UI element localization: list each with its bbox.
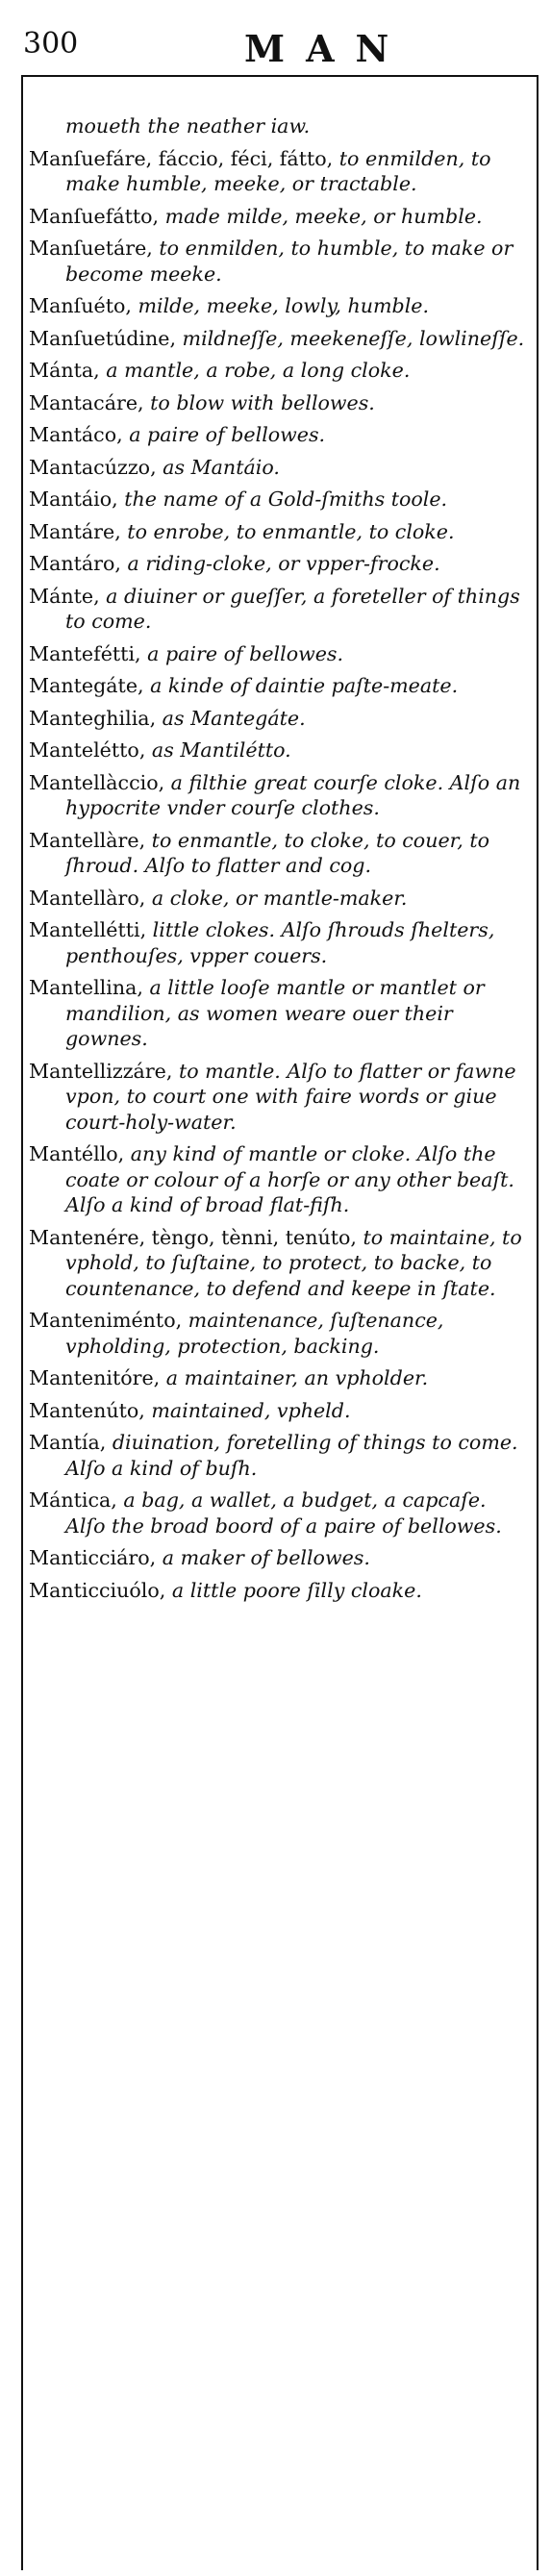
entry-gloss: maintenance, ſuſtenance, vpholding, protection, backing. xyxy=(65,1309,444,1358)
entry-headword: Mantellizzáre, xyxy=(29,1059,173,1083)
entry-gloss: to enrobe, to enmantle, to cloke. xyxy=(120,519,455,543)
dictionary-entry xyxy=(29,1488,525,1538)
entry-gloss: a riding-cloke, or vpper-frocke. xyxy=(120,552,440,575)
entry-gloss: as Mantáio. xyxy=(156,455,280,479)
dictionary-entry xyxy=(29,1059,525,1136)
entry-gloss: a filthie great courſe cloke. Alſo an hypocrite vnder courſe clothes. xyxy=(65,770,521,819)
entry-gloss: diuination, foretelling of things to come. Alſo a kind of buſh. xyxy=(65,1431,518,1480)
dictionary-entry xyxy=(29,1225,525,1302)
entry-gloss: a maker of bellowes. xyxy=(156,1546,370,1569)
entry-gloss: maintained, vpheld. xyxy=(144,1398,351,1422)
dictionary-entry xyxy=(29,917,525,968)
dictionary-entry xyxy=(29,641,525,667)
entry-gloss: a maintainer, an vpholder. xyxy=(160,1366,429,1389)
entry-gloss: little clokes. Alſo ſhrouds ſhelters, penthouſes, vpper couers. xyxy=(65,918,495,967)
left-column-rule xyxy=(21,75,23,2570)
entry-headword: Manſuéto, xyxy=(29,294,132,317)
entry-gloss: a cloke, or mantle-maker. xyxy=(145,886,408,910)
dictionary-entry xyxy=(29,455,525,481)
entry-headword: Manſuefáre, fáccio, féci, fátto, xyxy=(29,146,334,170)
entry-gloss: a paire of bellowes. xyxy=(140,641,344,665)
entry-headword: Mantellàro, xyxy=(29,886,146,910)
dictionary-entry xyxy=(29,738,525,763)
entry-headword: Mantacáre, xyxy=(29,390,144,414)
dictionary-entry xyxy=(29,519,525,545)
entry-headword: Mantenére, tèngo, tènni, tenúto, xyxy=(29,1225,357,1249)
entry-gloss: any kind of mantle or cloke. Alſo the coate or colour of a horſe or any other beaſt. Alſo a kind of broad flat-fiſh. xyxy=(65,1142,514,1216)
entry-gloss: to mantle. Alſo to flatter or fawne vpon, to court one with faire words or giue court-holy-water. xyxy=(65,1059,516,1134)
dictionary-entry xyxy=(29,422,525,448)
entry-headword: Mántica, xyxy=(29,1488,117,1512)
entry-gloss: a diuiner or gueſſer, a foreteller of things to come. xyxy=(65,584,520,633)
dictionary-entry xyxy=(29,975,525,1052)
entry-headword: Mantacúzzo, xyxy=(29,455,157,479)
entry-gloss: mildneſſe, meekeneſſe, lowlineſſe. xyxy=(176,326,525,350)
entry-headword: Mantáro, xyxy=(29,552,121,575)
entry-headword: Manſuefátto, xyxy=(29,204,160,228)
dictionary-entry xyxy=(29,886,525,912)
entry-headword: Mantelétto, xyxy=(29,738,146,762)
entry-headword: Mantellàccio, xyxy=(29,770,165,794)
entry-gloss: a little looſe mantle or mantlet or mandilion, as women weare ouer their gownes. xyxy=(65,976,485,1050)
entry-headword: Mánta, xyxy=(29,359,100,382)
entry-gloss: moueth the neather iaw. xyxy=(65,114,311,138)
page-number: 300 xyxy=(23,27,79,61)
dictionary-entry xyxy=(29,551,525,577)
dictionary-entry xyxy=(29,293,525,319)
right-column-rule xyxy=(537,75,538,2570)
entry-gloss: a kinde of daintie paſte-meate. xyxy=(143,674,459,697)
entry-gloss: a mantle, a robe, a long cloke. xyxy=(99,359,411,382)
entry-headword: Mantáco, xyxy=(29,423,123,446)
entry-headword: Mantefétti, xyxy=(29,641,141,665)
entry-headword: Manticciuólo, xyxy=(29,1578,166,1602)
dictionary-entry xyxy=(29,113,525,139)
dictionary-entry xyxy=(29,326,525,352)
entry-headword: Mánte, xyxy=(29,584,100,608)
entry-headword: Manteniménto, xyxy=(29,1309,183,1332)
entry-headword: Mantenitóre, xyxy=(29,1366,161,1389)
entry-headword: Manticciáro, xyxy=(29,1546,157,1569)
entry-headword: Manteghilia, xyxy=(29,706,157,730)
dictionary-entry xyxy=(29,1308,525,1359)
entry-gloss: as Mantilétto. xyxy=(145,738,291,762)
entry-gloss: to enmantle, to cloke, to couer, to ſhroud. Alſo to flatter and cog. xyxy=(65,828,490,877)
dictionary-entry xyxy=(29,236,525,287)
dictionary-entry xyxy=(29,1430,525,1481)
dictionary-entry xyxy=(29,1578,525,1604)
entry-list xyxy=(29,113,525,1610)
entry-headword: Mantellétti, xyxy=(29,918,147,941)
dictionary-entry xyxy=(29,673,525,699)
dictionary-entry xyxy=(29,770,525,821)
dictionary-entry xyxy=(29,358,525,384)
entry-gloss: to enmilden, to humble, to make or become meeke. xyxy=(65,237,513,286)
dictionary-entry xyxy=(29,584,525,635)
dictionary-entry xyxy=(29,204,525,230)
entry-gloss: milde, meeke, lowly, humble. xyxy=(131,294,430,317)
entry-gloss: the name of a Gold-ſmiths toole. xyxy=(117,488,448,511)
entry-headword: Mantellàre, xyxy=(29,828,146,852)
dictionary-entry xyxy=(29,706,525,732)
entry-gloss: a little poore ſilly cloake. xyxy=(165,1578,422,1602)
entry-headword: Manſuetúdine, xyxy=(29,326,177,350)
running-head: MAN xyxy=(244,27,411,70)
dictionary-entry xyxy=(29,1141,525,1218)
entry-gloss: as Mantegáte. xyxy=(156,706,306,730)
dictionary-entry xyxy=(29,487,525,513)
entry-gloss: to enmilden, to make humble, meeke, or tractable. xyxy=(65,146,491,195)
entry-gloss: made milde, meeke, or humble. xyxy=(159,204,483,228)
entry-headword: Mantegáte, xyxy=(29,674,144,697)
dictionary-entry xyxy=(29,1398,525,1424)
entry-headword: Mantía, xyxy=(29,1431,107,1454)
entry-headword: Mantéllo, xyxy=(29,1142,125,1165)
entry-gloss: to blow with bellowes. xyxy=(143,390,375,414)
entry-headword: Manſuetáre, xyxy=(29,237,153,260)
entry-headword: Mantáre, xyxy=(29,519,121,543)
entry-gloss: to maintaine, to vphold, to ſuſtaine, to protect, to backe, to countenance, to defend and keepe in ſtate. xyxy=(65,1225,522,1300)
entry-headword: Mantenúto, xyxy=(29,1398,145,1422)
dictionary-entry xyxy=(29,1545,525,1571)
entry-gloss: a bag, a wallet, a budget, a capcaſe. Alſo the broad boord of a paire of bellowes. xyxy=(65,1488,502,1538)
entry-gloss: a paire of bellowes. xyxy=(122,423,326,446)
dictionary-entry xyxy=(29,1365,525,1391)
dictionary-entry xyxy=(29,146,525,197)
entry-headword: Mantáio, xyxy=(29,488,118,511)
page-header xyxy=(23,27,542,70)
dictionary-entry xyxy=(29,828,525,879)
header-rule xyxy=(21,75,538,77)
entry-headword: Mantellina, xyxy=(29,976,143,999)
dictionary-entry xyxy=(29,390,525,416)
